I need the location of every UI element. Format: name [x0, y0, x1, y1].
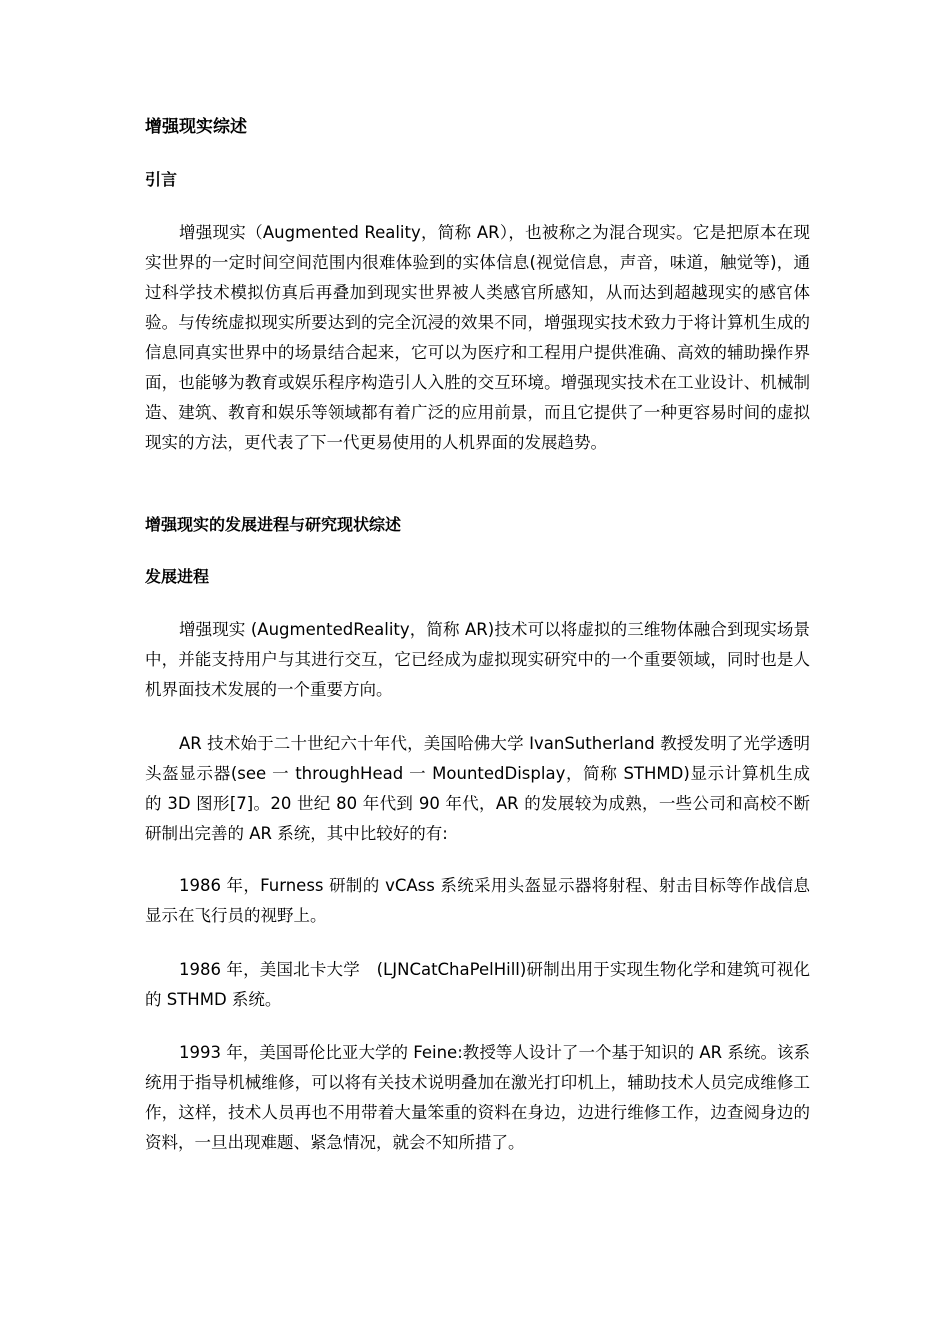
section-heading-overview: 增强现实的发展进程与研究现状综述: [145, 515, 402, 534]
progress-paragraph-3: 1986 年，Furness 研制的 vCAss 系统采用头盔显示器将射程、射击目标等作战信息显示在飞行员的视野上。: [145, 876, 810, 925]
progress-paragraph-5: 1993 年，美国哥伦比亚大学的 Feine:教授等人设计了一个基于知识的 AR 系统。该系统用于指导机械维修，可以将有关技术说明叠加在激光打印机上，辅助技术人员完成维修工作，这样，技术人员再也不用带着大量笨重的资料在身边，边进行维修工作，边查阅身边的资料，一旦出现难题、紧急情况，就会不知所措了。: [145, 1043, 810, 1152]
section-heading-intro: 引言: [145, 170, 178, 189]
progress-paragraph-2: AR 技术始于二十世纪六十年代，美国哈佛大学 IvanSutherland 教授发明了光学透明头盔显示器(see 一 throughHead 一 MountedDisplay，简称 STHMD)显示计算机生成的 3D 图形[7]。20 世纪 80 年代到 90 年代，AR 的发展较为成熟，一些公司和高校不断研制出完善的 AR 系统，其中比较好的有:: [145, 734, 810, 843]
progress-paragraph-4: 1986 年，美国北卡大学 (LJNCatChaPelHill)研制出用于实现生物化学和建筑可视化的 STHMD 系统。: [145, 960, 810, 1009]
subsection-heading-progress: 发展进程: [145, 567, 210, 586]
intro-paragraph: 增强现实（Augmented Reality，简称 AR），也被称之为混合现实。它是把原本在现实世界的一定时间空间范围内很难体验到的实体信息(视觉信息，声音，味道，触觉等)，通过科学技术模拟仿真后再叠加到现实世界被人类感官所感知，从而达到超越现实的感官体验。与传统虚拟现实所要达到的完全沉浸的效果不同，增强现实技术致力于将计算机生成的信息同真实世界中的场景结合起来，它可以为医疗和工程用户提供准确、高效的辅助操作界面，也能够为教育或娱乐程序构造引人入胜的交互环境。增强现实技术在工业设计、机械制造、建筑、教育和娱乐等领域都有着广泛的应用前景，而且它提供了一种更容易时间的虚拟现实的方法，更代表了下一代更易使用的人机界面的发展趋势。: [145, 223, 810, 452]
document-title: 增强现实综述: [145, 117, 247, 137]
progress-paragraph-1: 增强现实 (AugmentedReality，简称 AR)技术可以将虚拟的三维物体融合到现实场景中，并能支持用户与其进行交互，它已经成为虚拟现实研究中的一个重要领域，同时也是人机界面技术发展的一个重要方向。: [145, 620, 810, 699]
